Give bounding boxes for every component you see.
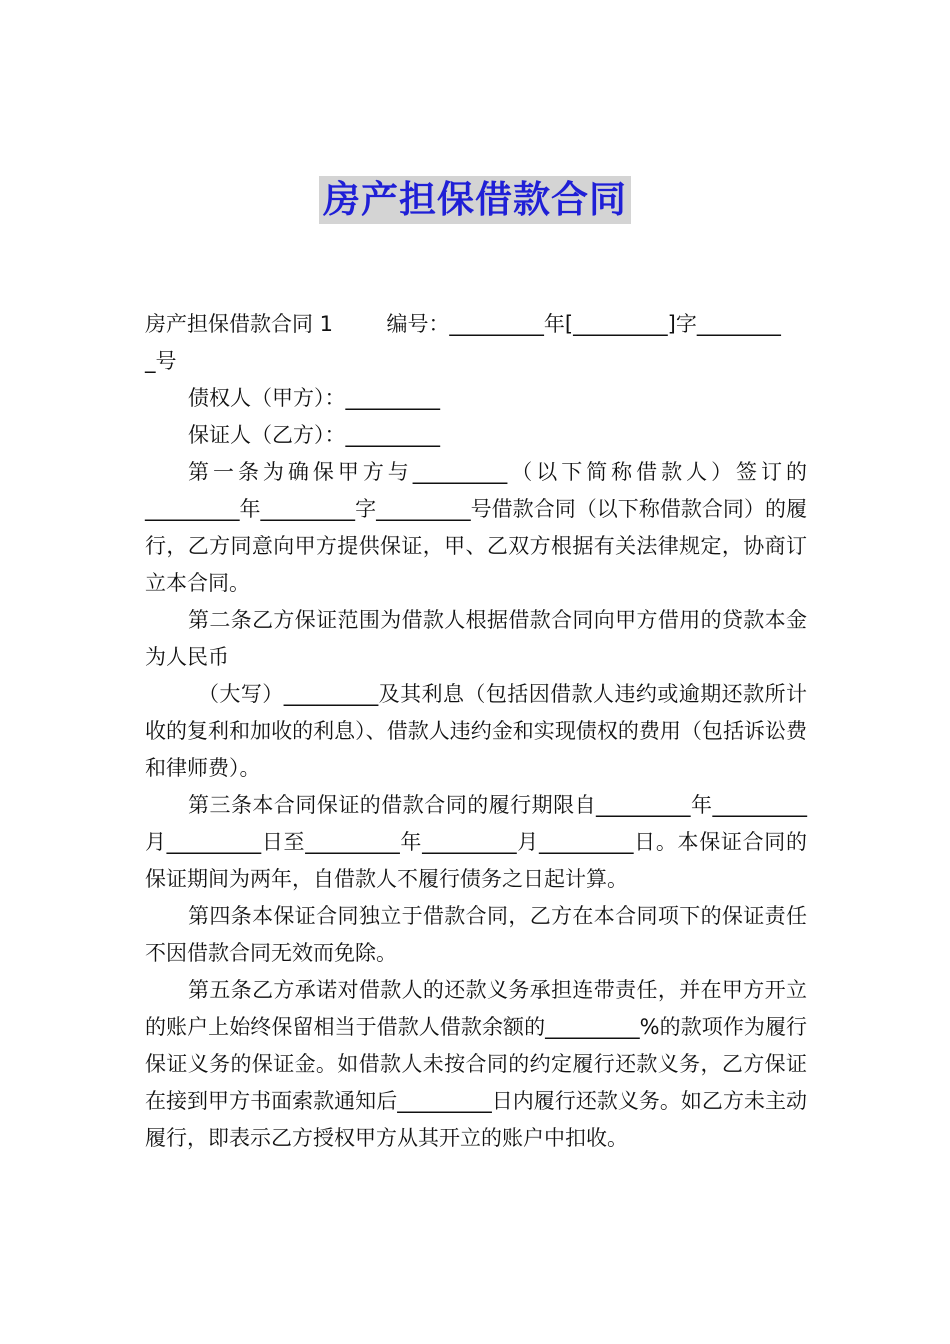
contract-number-suffix-text: _号 [145,349,177,373]
document-title: 房产担保借款合同 [319,176,631,224]
article-1: 第一条为确保甲方与_________（以下简称借款人）签订的_________年_________字_________号借款合同（以下称借款合同）的履行，乙方同意向甲方提供保证，甲、乙双方根据有关法律规定，协商订立本合同。 [145,460,807,595]
article-2-part-2: （大写）_________及其利息（包括因借款人违约或逾期还款所计收的复利和加收的利息）、借款人违约金和实现债权的费用（包括诉讼费和律师费）。 [145,682,807,780]
contract-number-line [145,306,807,343]
contract-number-text: 房产担保借款合同 1 编号：_________年[_________]字________ [145,312,781,336]
article-4: 第四条本保证合同独立于借款合同，乙方在本合同项下的保证责任不因借款合同无效而免除。 [145,904,807,965]
article-5: 第五条乙方承诺对借款人的还款义务承担连带责任，并在甲方开立的账户上始终保留相当于借款人借款余额的_________%的款项作为履行保证义务的保证金。如借款人未按合同的约定履行还款义务，乙方保证在接到甲方书面索款通知后_________日内履行还款义务。如乙方未主动履行，即表示乙方授权甲方从其开立的账户中扣收。 [145,978,807,1150]
creditor-line: 债权人（甲方）：_________ [188,386,440,410]
guarantor-line: 保证人（乙方）：_________ [188,423,440,447]
document-body [145,306,807,1157]
article-3: 第三条本合同保证的借款合同的履行期限自_________年_________月_________日至_________年_________月_________日。本保证合同的保证期间为两年，自借款人不履行债务之日起计算。 [145,793,807,891]
title-container [0,176,950,224]
article-2-part-1: 第二条乙方保证范围为借款人根据借款合同向甲方借用的贷款本金为人民币 [145,608,807,669]
contract-number-suffix [145,343,807,380]
